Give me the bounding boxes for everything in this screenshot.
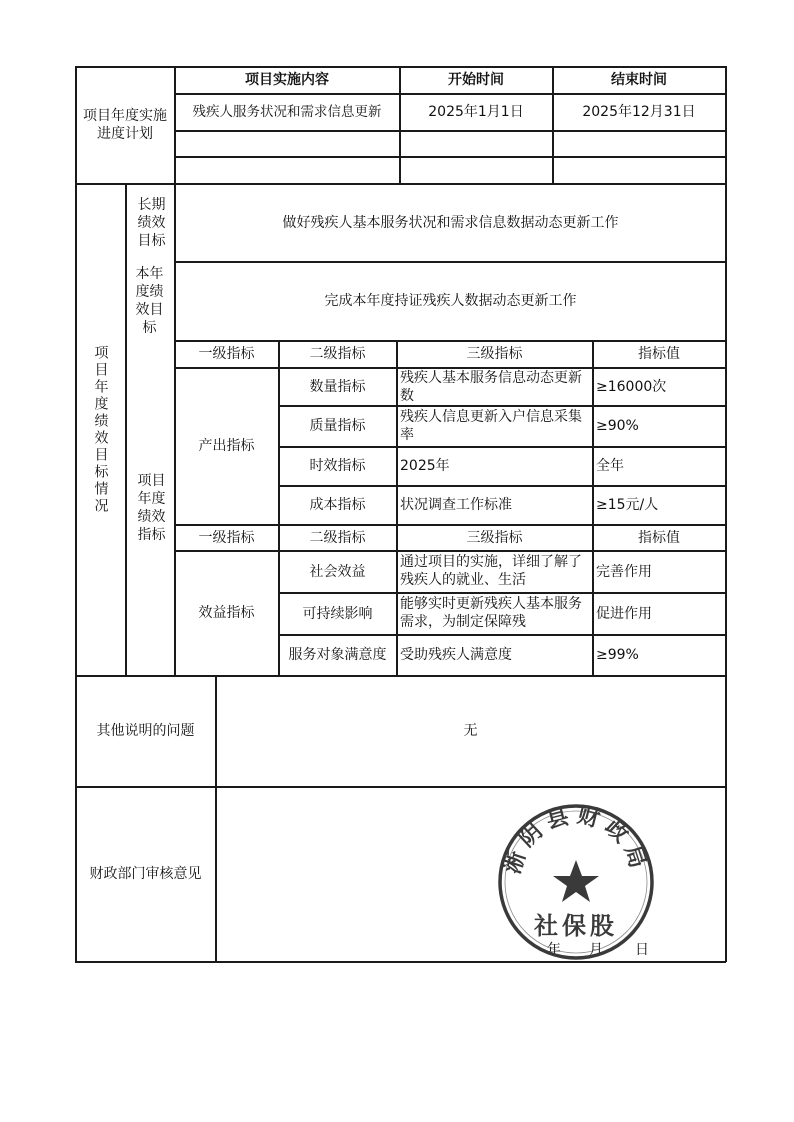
effect-row3-level3: 受助残疾人满意度	[400, 647, 512, 663]
line-schedule-row2	[174, 156, 726, 158]
ind-header-value: 指标值	[638, 346, 680, 362]
output-row2-value: ≥90%	[596, 418, 639, 434]
review-date-day: 日	[635, 942, 649, 958]
effect-row1-level2: 社会效益	[309, 563, 366, 580]
effect-row1-level3: 通过项目的实施，详细了解了残疾人的就业、生活	[400, 554, 582, 588]
eff-header-level3: 三级指标	[466, 529, 523, 546]
schedule-row-start: 2025年1月1日	[428, 104, 524, 120]
review-label: 财政部门审核意见	[89, 866, 202, 882]
svg-text:社保股: 社保股	[534, 912, 618, 940]
output-row1-level3: 残疾人基本服务信息动态更新数	[400, 369, 582, 404]
review-date-month: 月	[589, 942, 603, 958]
other-label: 其他说明的问题	[96, 723, 195, 739]
border-right	[725, 66, 727, 962]
annual-label: 本年度绩效目标	[135, 266, 164, 336]
official-seal-icon	[496, 802, 656, 962]
effect-row2-level3: 能够实时更新残疾人基本服务需求，为制定保障残	[400, 596, 582, 630]
output-row4-level2: 成本指标	[309, 497, 366, 513]
schedule-row-content: 残疾人服务状况和需求信息更新	[192, 104, 382, 120]
effect-row2-value: 促进作用	[596, 605, 652, 622]
eff-header-value: 指标值	[638, 529, 680, 546]
effect-row3-value: ≥99%	[596, 647, 639, 663]
effect-row3-level2: 服务对象满意度	[288, 647, 387, 663]
effect-level1: 效益指标	[198, 605, 255, 621]
review-date-year: 年	[547, 942, 561, 958]
goals-section-label	[76, 184, 125, 675]
ind-header-level2: 二级指标	[309, 346, 366, 362]
schedule-row-end: 2025年12月31日	[582, 104, 696, 120]
schedule-header-start: 开始时间	[448, 72, 504, 88]
ind-header-level3: 三级指标	[466, 346, 523, 362]
output-row4-value: ≥15元/人	[596, 497, 659, 513]
eff-header-level2: 二级指标	[309, 529, 366, 546]
effect-row2-level2: 可持续影响	[302, 605, 373, 622]
output-row2-level2: 质量指标	[309, 418, 366, 434]
schedule-header-content: 项目实施内容	[245, 72, 329, 88]
output-row1-value: ≥16000次	[596, 378, 667, 395]
output-row3-value: 全年	[596, 458, 624, 474]
schedule-section-label: 项目年度实施进度计划	[83, 108, 167, 142]
ind-header-level1: 一级指标	[198, 346, 255, 362]
output-row1-level2: 数量指标	[309, 378, 366, 395]
output-row2-level3: 残疾人信息更新入户信息采集率	[400, 409, 582, 443]
line-schedule-row1	[174, 130, 726, 132]
long-term-label: 长期绩效目标	[137, 196, 166, 249]
svg-text:淅阴县财政局: 淅阴县财政局	[500, 803, 652, 877]
output-level1: 产出指标	[198, 438, 255, 454]
long-term-value: 做好残疾人基本服务状况和需求信息数据动态更新工作	[282, 214, 619, 231]
output-row4-level3: 状况调查工作标准	[400, 497, 512, 513]
annual-value: 完成本年度持证残疾人数据动态更新工作	[324, 293, 577, 309]
indicator-label: 项目年度绩效指标	[137, 473, 166, 543]
effect-row1-value: 完善作用	[596, 563, 652, 580]
output-row3-level2: 时效指标	[309, 458, 366, 474]
output-row3-level3: 2025年	[400, 458, 450, 474]
schedule-header-end: 结束时间	[611, 72, 667, 88]
eff-header-level1: 一级指标	[198, 529, 255, 546]
goals-section-label-text: 项目年度绩效目标情况	[92, 344, 109, 515]
other-value: 无	[463, 723, 478, 739]
